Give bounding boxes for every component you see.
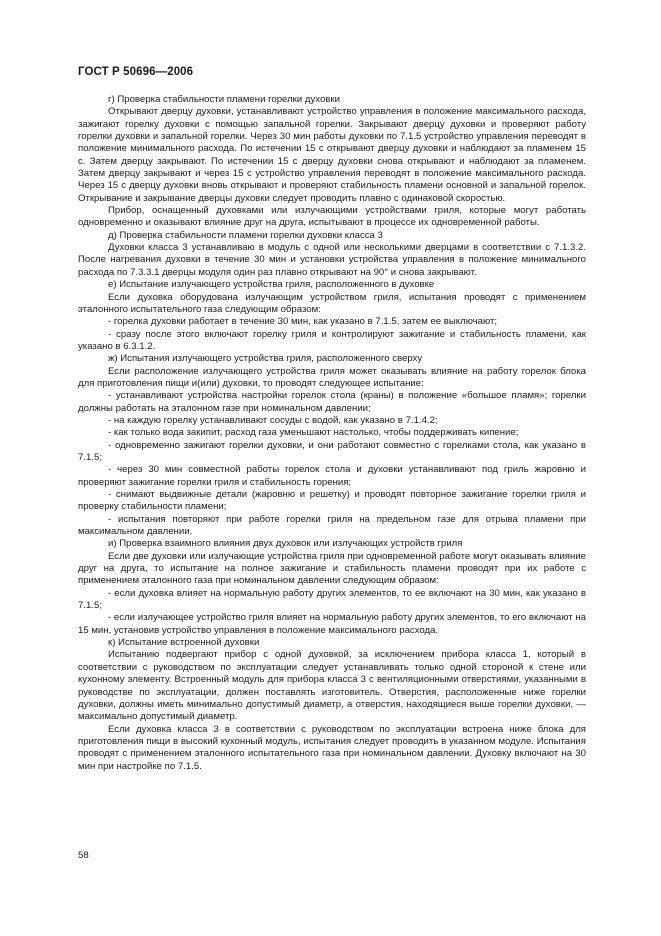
page-number: 58: [78, 850, 89, 861]
section-heading-e: е) Испытание излучающего устройства гриля, расположенного в духовке: [108, 279, 435, 291]
list-item: - одновременно зажигают горелки духовки, и они работают совместно с горелками стола, как указано в 7.1.5;: [78, 439, 586, 463]
list-item: - если духовка влияет на нормальную работу других элементов, то ее включают на 30 мин, как указано в 7.1.5;: [78, 587, 586, 612]
paragraph: Если две духовки или излучающие устройства гриля при одновременной работе могут оказывать влияние друг на друга, то испытание на полное зажигание и стабильность пламени проводят при их работе с применением эталонного газа при номинальном давлении следующим образом:: [78, 550, 586, 587]
paragraph: Прибор, оснащенный духовками или излучающими устройствами гриля, которые могут работать одновременно и оказывают влияние друг на друга, испытывают в процессе их одновременной работы.: [78, 205, 586, 229]
list-item: - на каждую горелку устанавливают сосуды с водой, как указано в 7.1.4.2;: [108, 414, 438, 426]
list-item: - устанавливают устройства настройки горелок стола (краны) в положение «большое пламя»; горелки должны работать на эталонном газе при номинальном давлении;: [78, 390, 586, 414]
paragraph: Открывают дверцу духовки, устанавливают устройство управления в положение максимального расхода, зажигают горелку духовки с помощью запальной горелки. Закрывают дверцу духовки и проверяют работу горелки духовки и запальной горелки. Через 30 мин работы духовки по 7.1.5 устройство управления переводят в положение минимального расхода. По истечении 15 с открывают дверцу духовки и наблюдают за пламенем 15 с. Затем дверцу закрывают. По истечении 15 с дверцу духовки снова открывают и наблюдают за пламенем. Затем дверцу закрывают и через 15 с устройство управления переводят в положение максимального расхода. Через 15 с дверцу духовки вновь открывают и проверяют стабильность пламени основной и запальной горелок. Открывание и закрывание дверцы духовки следует проводить плавно с одинаковой скоростью.: [78, 106, 586, 204]
paragraph: Если духовка оборудована излучающим устройством гриля, испытания проводят с применением эталонного испытательного газа следующим образом:: [78, 291, 586, 315]
document-body: [78, 94, 586, 773]
paragraph: Если духовка класса 3 в соответствии с руководством по эксплуатации встроена ниже блока для приготовления пищи в высокий кухонный модуль, испытания следует проводить в указанном модуле. Испытания проводят с применением эталонного испытательного газа при номинальном давлении. Духовку включают на 30 мин при настройке по 7.1.5.: [78, 723, 586, 772]
list-item: - сразу после этого включают горелку гриля и контролируют зажигание и стабильность пламени, как указано в 6.3.1.2.: [78, 328, 586, 352]
section-heading-k: к) Испытание встроенной духовки: [108, 637, 260, 649]
paragraph: Духовки класса 3 устанавливаю в модуль с одной или несколькими дверцами в соответствии с 7.1.3.2. После нагревания духовки в течение 30 мин и установки устройства управления в положение минимального расхода по 7.3.3.1 дверцы модуля один раз плавно открывают на 90° и снова закрывают.: [78, 242, 586, 278]
paragraph: Испытанию подвергают прибор с одной духовкой, за исключением прибора класса 1, который в соответствии с руководством по эксплуатации следует устанавливать только одной стороной к стене или кухонному элементу. Встроенный модуль для прибора класса 3 с вентиляционными отверстиями, указанными в руководстве по эксплуатации, должен поставлять изготовитель. Отверстия, расположенные ниже горелки духовки, должны иметь минимально допустимый диаметр, а отверстия, находящиеся выше горелки духовки, — максимально допустимый диаметр.: [78, 649, 586, 723]
list-item: - как только вода закипит, расход газа уменьшают настолько, чтобы поддерживать кипение;: [108, 427, 519, 439]
list-item: - испытания повторяют при работе горелки гриля на предельном газе для отрыва пламени при максимальном давлении.: [78, 513, 586, 538]
section-heading-zh: ж) Испытания излучающего устройства гриля, расположенного сверху: [108, 353, 423, 365]
list-item: - горелка духовки работает в течение 30 мин, как указано в 7.1.5, затем ее выключают;: [108, 316, 498, 328]
section-heading-d: д) Проверка стабильности пламени горелки духовки класса 3: [108, 229, 383, 241]
list-item: - если излучающее устройство гриля влияет на нормальную работу других элементов, то его включают на 15 мин, установив устройство управления в положение максимального расхода.: [78, 612, 586, 636]
list-item: - снимают выдвижные детали (жаровню и решетку) и проводят повторное зажигание горелки гриля и проверку стабильности пламени;: [78, 489, 586, 513]
document-header: ГОСТ Р 50696—2006: [78, 66, 194, 78]
paragraph: Если расположение излучающего устройства гриля может оказывать влияние на работу горелок блока для приготовления пищи и(или) духовки, то проводят следующее испытание:: [78, 365, 586, 389]
section-heading-g: г) Проверка стабильности пламени горелки духовки: [108, 94, 340, 105]
section-heading-i: и) Проверка взаимного влияния двух духовок или излучающих устройств гриля: [108, 538, 463, 550]
list-item: - через 30 мин совместной работы горелок стола и духовки устанавливают под гриль жаровню и проверяют зажигание горелки гриля и стабильность горения;: [78, 464, 586, 488]
